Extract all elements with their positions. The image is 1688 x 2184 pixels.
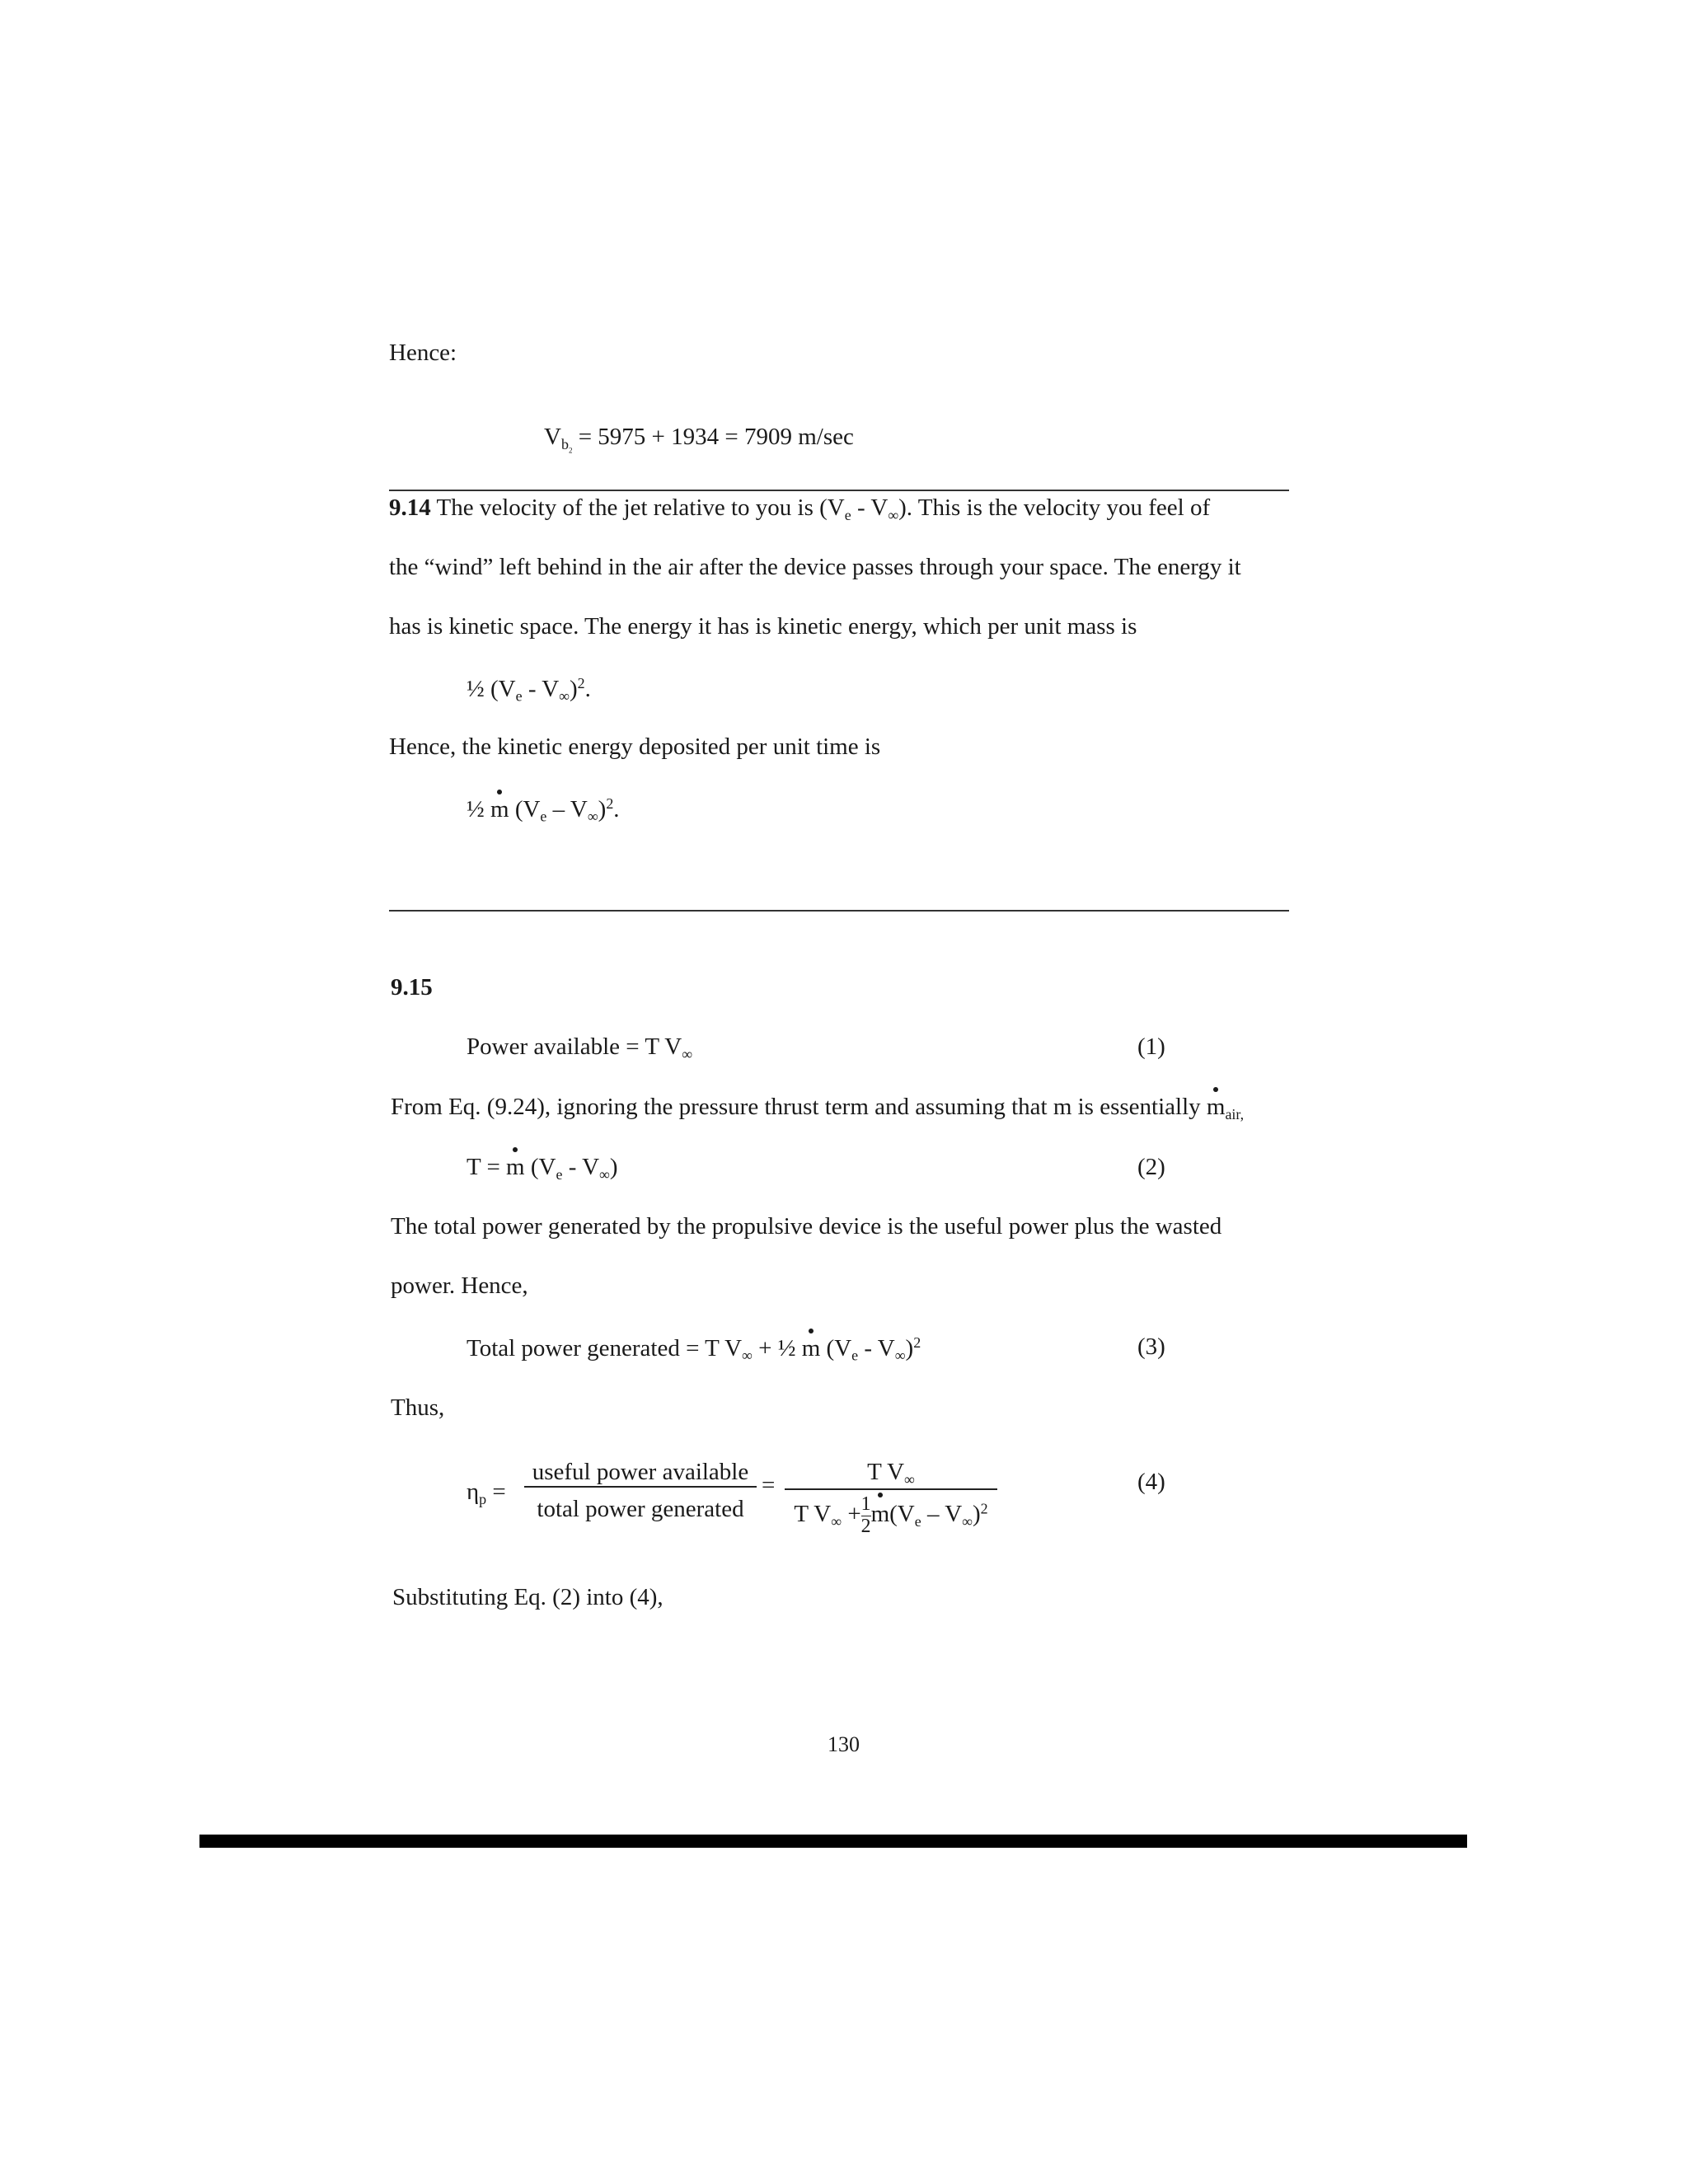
problem-914-line2: the “wind” left behind in the air after the device passes through your space. The energy it [389,554,1241,580]
from-eq-line: From Eq. (9.24), ignoring the pressure thrust term and assuming that m is essentially $m_{air,}$ [391,1094,1245,1122]
fraction-useful-over-total: useful power available total power generated [524,1459,757,1523]
hence-label: Hence: [389,340,457,366]
problem-914-line1: 9.14 The velocity of the jet relative to you is $(V_e - V_\infty)$. This is the velocity you feel of [389,494,1211,523]
equation-number-3: (3) [1137,1333,1165,1360]
total-power-line1: The total power generated by the propulsive device is the useful power plus the wasted [391,1213,1222,1240]
equation-vb2: $V_{b_2} = 5975 + 1934 = 7909$ m/sec [544,424,854,455]
equation-thrust: T = m $(V_e - V_\infty)$ [467,1154,618,1183]
equation-ke-per-time: ½ m $(V_e - V_\infty)^2$. [467,795,620,825]
equals-sign: = [762,1472,776,1498]
problem-914-line4: Hence, the kinetic energy deposited per unit time is [389,733,881,760]
page-bottom-bar [199,1835,1467,1848]
page-number: 130 [828,1732,860,1756]
equation-power-available: Power available = T $V_\infty$ [467,1033,693,1062]
equation-number-1: (1) [1137,1033,1165,1060]
total-power-line2: power. Hence, [391,1272,528,1299]
problem-number: 9.14 [389,494,431,521]
substituting-line: Substituting Eq. (2) into (4), [392,1584,663,1610]
equation-ke-per-mass: ½ $(V_e - V_\infty)^2$. [467,675,591,705]
divider-middle [389,910,1289,912]
problem-914-line3: has is kinetic space. The energy it has is kinetic energy, which per unit mass is [389,613,1137,640]
equation-number-2: (2) [1137,1154,1165,1180]
equation-total-power: Total power generated = T $V_\infty$ + ½ m $(V_e - V_\infty)^2$ [467,1334,921,1364]
eta-symbol: $\eta_p$ = [467,1479,506,1507]
problem-915-number: 9.15 [391,974,433,1001]
divider-top [389,490,1289,491]
equation-number-4: (4) [1137,1469,1165,1495]
thus-label: Thus, [391,1394,445,1421]
fraction-efficiency: T $V_\infty$ T $V_\infty +\frac{1}{2}m(V_e - V_\infty)^2$ [785,1459,997,1537]
